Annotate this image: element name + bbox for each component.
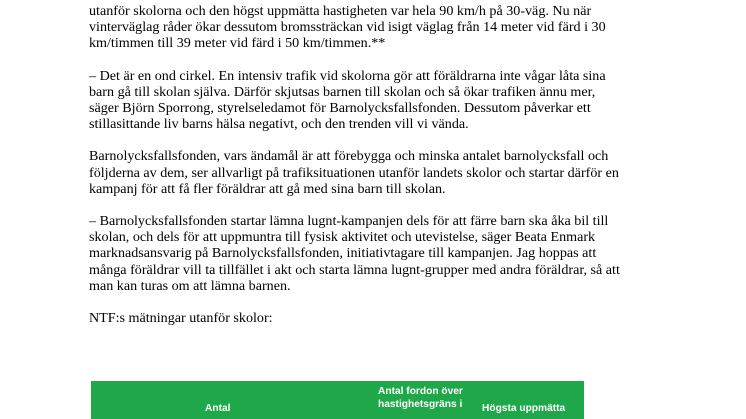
text-line: km/timmen till 39 meter vid färd i 50 km/timmen.** xyxy=(89,35,386,52)
paragraph-gap xyxy=(89,52,669,68)
text-line: man kan turas om att lämna barnen. xyxy=(89,277,291,294)
paragraph-gap xyxy=(89,294,669,310)
paragraph-gap xyxy=(89,132,669,148)
paragraph-beata-enmark-quote xyxy=(89,213,669,294)
table-header-line: hastighetsgräns i xyxy=(378,399,463,410)
text-line: vinterväglag råder ökar dessutom bromssträckan vid isigt väglag från 14 meter vid färd i 30 xyxy=(89,19,606,36)
paragraph-gap xyxy=(89,197,669,213)
paragraph-ntf-heading xyxy=(89,310,669,326)
text-line: kampanj för att få fler föräldrar att gå med sina barn till skolan. xyxy=(89,180,446,197)
paragraph-bjorn-sporrong-quote xyxy=(89,68,669,133)
table-header-highest-measured: Högsta uppmätta xyxy=(482,403,566,414)
text-line: många föräldrar vill ta tillfället i akt och starta lämna lugnt-grupper med andra föräldrar, så att xyxy=(89,261,620,278)
text-line: utanför skolorna och den högst uppmätta hastigheten var hela 90 km/h på 30-väg. Nu när xyxy=(89,3,592,19)
text-line: följderna av dem, ser allvarligt på trafiksituationen utanför landets skolor och startar därför en xyxy=(89,164,619,181)
text-line: skolan, och dels för att uppmuntra till fysisk aktivitet och utevistelse, säger Beata Enmark xyxy=(89,229,596,246)
text-line: NTF:s mätningar utanför skolor: xyxy=(89,310,273,327)
table-header-vehicles-over-limit xyxy=(378,385,463,411)
text-line: säger Björn Sporrong, styrelseledamot för Barnolycksfallsfonden. Dessutom påverkar ett xyxy=(89,100,591,117)
paragraph-speed-measurements xyxy=(89,3,669,52)
text-line: marknadsansvarig på Barnolycksfallsfonden, initiativtagare till kampanjen. Jag hoppas att xyxy=(89,245,597,262)
article-body xyxy=(89,3,669,326)
table-header-line: Antal fordon över xyxy=(378,386,463,397)
text-line: stillasittande liv barns hälsa negativt, och den trenden vill vi vända. xyxy=(89,116,469,133)
text-line: barn gå till skolan själva. Därför skjutsas barnen till skolan och så ökar trafiken ännu mer, xyxy=(89,83,596,100)
paragraph-foundation-campaign xyxy=(89,148,669,197)
text-line: – Barnolycksfallsfonden startar lämna lugnt-kampanjen dels för att färre barn ska åka bil till xyxy=(89,213,609,230)
text-line: – Det är en ond cirkel. En intensiv trafik vid skolorna gör att föräldrarna inte vågar låta sina xyxy=(89,67,606,84)
text-line: Barnolycksfallsfonden, vars ändamål är att förebygga och minska antalet barnolycksfall och xyxy=(89,148,609,165)
ntf-measurements-table xyxy=(91,381,584,419)
table-header-antal: Antal xyxy=(205,403,231,414)
